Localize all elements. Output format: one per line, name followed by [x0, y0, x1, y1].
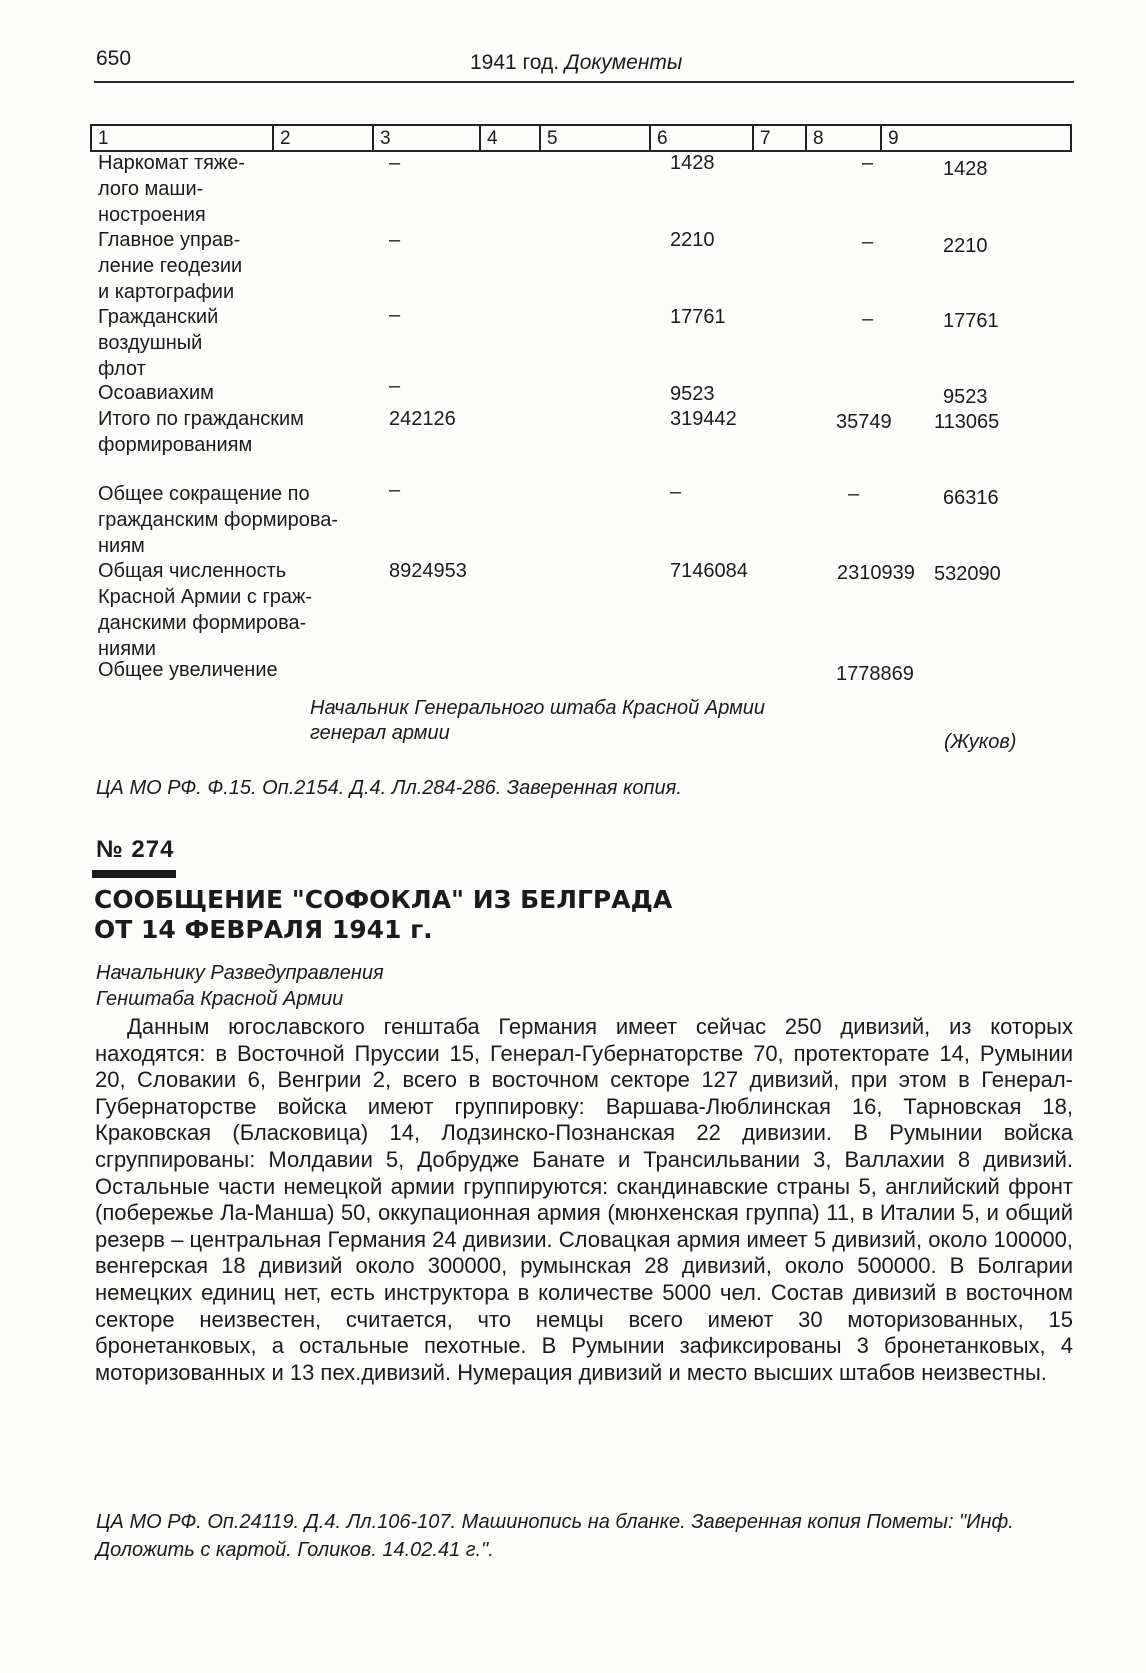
column-number-4: 4	[479, 126, 539, 150]
addressee	[96, 960, 384, 1012]
running-title-section: Документы	[564, 51, 683, 74]
table-row-label: Гражданский воздушный флот	[98, 306, 219, 380]
table-cell-col9: 532090	[934, 563, 1001, 585]
table-cell-col6: 2210	[670, 229, 715, 251]
body-paragraph: Данным югославского генштаба Германия имеет сейчас 250 дивизий, из которых находятся: в Восточной Пруссии 15, Генерал-Губернаторстве 70, протекторате 14, Румынии 20, Словакии 6, Венгрии 2, всего в восточном секторе 127 дивизий, при этом в Генерал-Губернаторстве войска имеют группировку: Варшава-Люблинская 16, Тарновская 18, Краковская (Бласковица) 14, Лодзинско-Познанская 22 дивизии. В Румынии войска сгруппированы: Молдавии 5, Добрудже Банате и Трансильвании 3, Валлахии 8 дивизий. Остальные части немецкой армии группируются: скандинавские страны 5, английский фронт (побережье Ла-Манша) 50, оккупационная армия (мюнхенская группа) 11, в Италии 5, и общий резерв – центральная Германия 24 дивизии. Словацкая армия имеет 5 дивизий, около 100000, венгерская 18 дивизий около 300000, румынская 28 дивизий, около 500000. В Болгарии немецких единиц нет, есть инструктора в количестве 5000 чел. Состав дивизий в восточном секторе неизвестен, считается, что немцы всего имеют 30 моторизованных, 15 бронетанковых, а остальные пехотные. В Румынии зафиксированы 3 бронетанковых, 4 моторизованных и 13 пех.дивизий. Нумерация дивизий и место высших штабов неизвестны.	[95, 1014, 1074, 1385]
signature-position-line2: генерал армии	[310, 722, 450, 744]
table-cell-col6: 7146084	[670, 560, 748, 582]
table-cell-col8: –	[862, 308, 874, 330]
table-cell-col3: –	[389, 304, 401, 326]
column-number-8: 8	[805, 126, 880, 150]
table-cell-col3: –	[389, 152, 401, 174]
table-row-label: Итого по гражданским формированиям	[98, 408, 304, 456]
document-title	[94, 885, 672, 945]
column-number-7: 7	[752, 126, 805, 150]
table-cell-col6: 319442	[670, 408, 737, 430]
document-number: № 274	[96, 836, 175, 863]
document-title-line2: ОТ 14 ФЕВРАЛЯ 1941 г.	[94, 915, 433, 944]
table-cell-col8: –	[848, 483, 860, 505]
running-title	[470, 51, 682, 75]
signature-name: (Жуков)	[944, 731, 1017, 753]
page-number: 650	[96, 47, 132, 70]
document-number-underbar	[92, 870, 176, 878]
column-number-6: 6	[649, 126, 752, 150]
table-cell-col6: –	[670, 481, 682, 503]
column-number-9: 9	[880, 126, 1070, 150]
table-cell-col9: 1428	[943, 158, 988, 180]
table-cell-col9: 113065	[934, 411, 1000, 433]
table-cell-col9: 2210	[943, 235, 988, 257]
table-cell-col3: 242126	[389, 408, 456, 430]
table-row-label: Общее увеличение	[98, 659, 278, 681]
addressee-line2: Генштаба Красной Армии	[96, 988, 344, 1010]
table-cell-col8: 35749	[836, 411, 892, 433]
column-number-1: 1	[98, 128, 109, 149]
archive-reference: ЦА МО РФ. Ф.15. Оп.2154. Д.4. Лл.284-286. Заверенная копия.	[96, 777, 682, 799]
table-cell-col8: 2310939	[837, 562, 915, 584]
signature-position-line1: Начальник Генерального штаба Красной Армии	[310, 697, 766, 719]
table-cell-col6: 9523	[670, 383, 715, 405]
table-cell-col3: –	[389, 479, 401, 501]
table-row-label: Наркомат тяже- лого маши- ностроения	[98, 152, 246, 226]
table-cell-col9: 9523	[943, 386, 988, 408]
table-cell-col9: 17761	[943, 310, 999, 332]
document-title-line1: СООБЩЕНИЕ "СОФОКЛА" ИЗ БЕЛГРАДА	[94, 885, 673, 914]
table-cell-col8: –	[862, 231, 874, 253]
table-cell-col3: 8924953	[389, 560, 467, 582]
column-number-2: 2	[272, 126, 372, 150]
table-cell-col3: –	[389, 229, 401, 251]
table-cell-col8: –	[862, 152, 874, 174]
source-note: ЦА МО РФ. Оп.24119. Д.4. Лл.106-107. Машинопись на бланке. Заверенная копия Пометы: "Инф. Доложить с картой. Голиков. 14.02.41 г.".	[96, 1511, 1014, 1561]
table-cell-col9: 66316	[943, 487, 999, 509]
table-cell-col6: 1428	[670, 152, 715, 174]
table-cell-col6: 17761	[670, 306, 726, 328]
table-cell-col3: –	[389, 375, 401, 397]
table-row-label: Осоавиахим	[98, 382, 214, 404]
column-number-5: 5	[539, 126, 649, 150]
table-cell-col8: 1778869	[836, 663, 914, 685]
running-title-year: 1941 год.	[470, 51, 560, 74]
addressee-line1: Начальнику Разведуправления	[96, 962, 384, 984]
header-rule	[94, 81, 1074, 83]
table-column-numbers	[90, 124, 1072, 152]
table-row-label: Общая численность Красной Армии с граж- данскими формирова- ниями	[98, 560, 313, 660]
table-row-label: Главное управ- ление геодезии и картографии	[98, 229, 243, 303]
table-row-label: Общее сокращение по гражданским формирова- ниям	[98, 483, 339, 557]
column-number-3: 3	[372, 126, 479, 150]
